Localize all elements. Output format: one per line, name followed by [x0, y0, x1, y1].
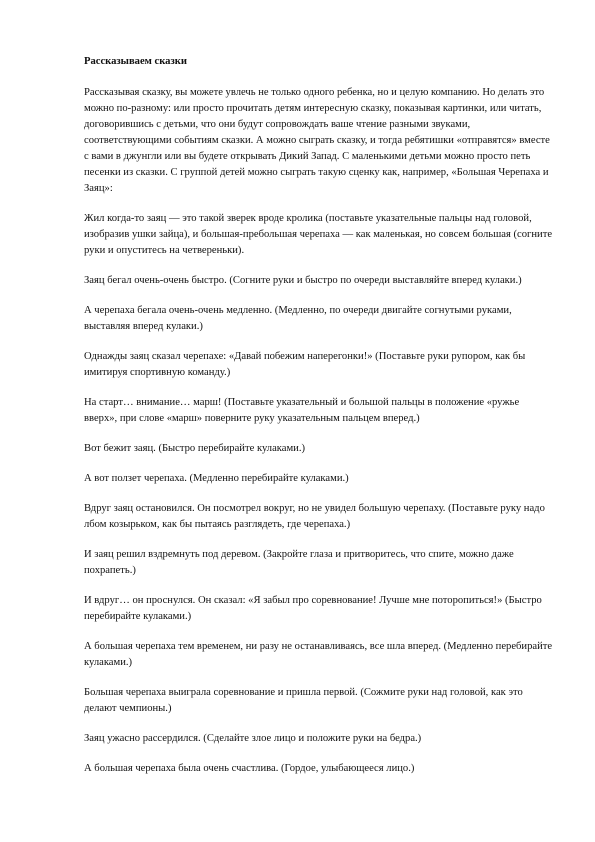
paragraph: Заяц бегал очень-очень быстро. (Согните руки и быстро по очереди выставляйте вперед кулаки.) — [84, 275, 522, 286]
paragraph: А большая черепаха тем временем, ни разу не останавливаясь, все шла вперед. (Медленно перебирайте кулаками.) — [84, 641, 553, 668]
paragraph: Вдруг заяц остановился. Он посмотрел вокруг, но не увидел большую черепаху. (Поставьте руку надо лбом козырьком, как бы пытаясь разглядеть, где черепаха.) — [84, 503, 545, 530]
paragraph: Вот бежит заяц. (Быстро перебирайте кулаками.) — [84, 443, 306, 454]
paragraph: А черепаха бегала очень-очень медленно. (Медленно, по очереди двигайте согнутыми руками, выставляя вперед кулаки.) — [84, 305, 512, 332]
paragraph: Большая черепаха выиграла соревнование и пришла первой. (Сожмите руки над головой, как это делают чемпионы.) — [84, 687, 523, 714]
paragraph: На старт… внимание… марш! (Поставьте указательный и большой пальцы в положение «ружье вверх», при слове «марш» поверните руку указательным пальцем вперед.) — [84, 397, 520, 424]
paragraph: А вот ползет черепаха. (Медленно перебирайте кулаками.) — [84, 473, 349, 484]
paragraph: И заяц решил вздремнуть под деревом. (Закройте глаза и притворитесь, что спите, можно даже похрапеть.) — [84, 549, 514, 576]
paragraph: И вдруг… он проснулся. Он сказал: «Я забыл про соревнование! Лучше мне поторопиться!» (Быстро перебирайте кулаками.) — [84, 595, 542, 622]
paragraph: Жил когда-то заяц — это такой зверек вроде кролика (поставьте указательные пальцы над головой, изобразив ушки зайца), и большая-пребольшая черепаха — как маленькая, но совсем большая (согните руки и опуститесь на четвереньки). — [84, 213, 553, 256]
document-page — [84, 54, 554, 791]
paragraph: Однажды заяц сказал черепахе: «Давай побежим наперегонки!» (Поставьте руки рупором, как бы имитируя спортивную команду.) — [84, 351, 526, 378]
paragraph: Заяц ужасно рассердился. (Сделайте злое лицо и положите руки на бедра.) — [84, 733, 422, 744]
paragraph: А большая черепаха была очень счастлива. (Гордое, улыбающееся лицо.) — [84, 763, 415, 774]
document-title: Рассказываем сказки — [84, 56, 187, 67]
paragraph-intro: Рассказывая сказку, вы можете увлечь не только одного ребенка, но и целую компанию. Но делать это можно по-разному: или просто прочитать детям интересную сказку, показывая картинки, или читать, договорившись с детьми, что они будут сопровождать ваше чтение разными звуками, соответствующими событиям сказки. А можно сыграть сказку, и тогда ребятишки «отправятся» вместе с вами в джунгли или вы будете открывать Дикий Запад. С маленькими детьми можно просто петь песенки из сказки. С группой детей можно сыграть такую сценку как, например, «Большая Черепаха и Заяц»: — [84, 87, 550, 194]
